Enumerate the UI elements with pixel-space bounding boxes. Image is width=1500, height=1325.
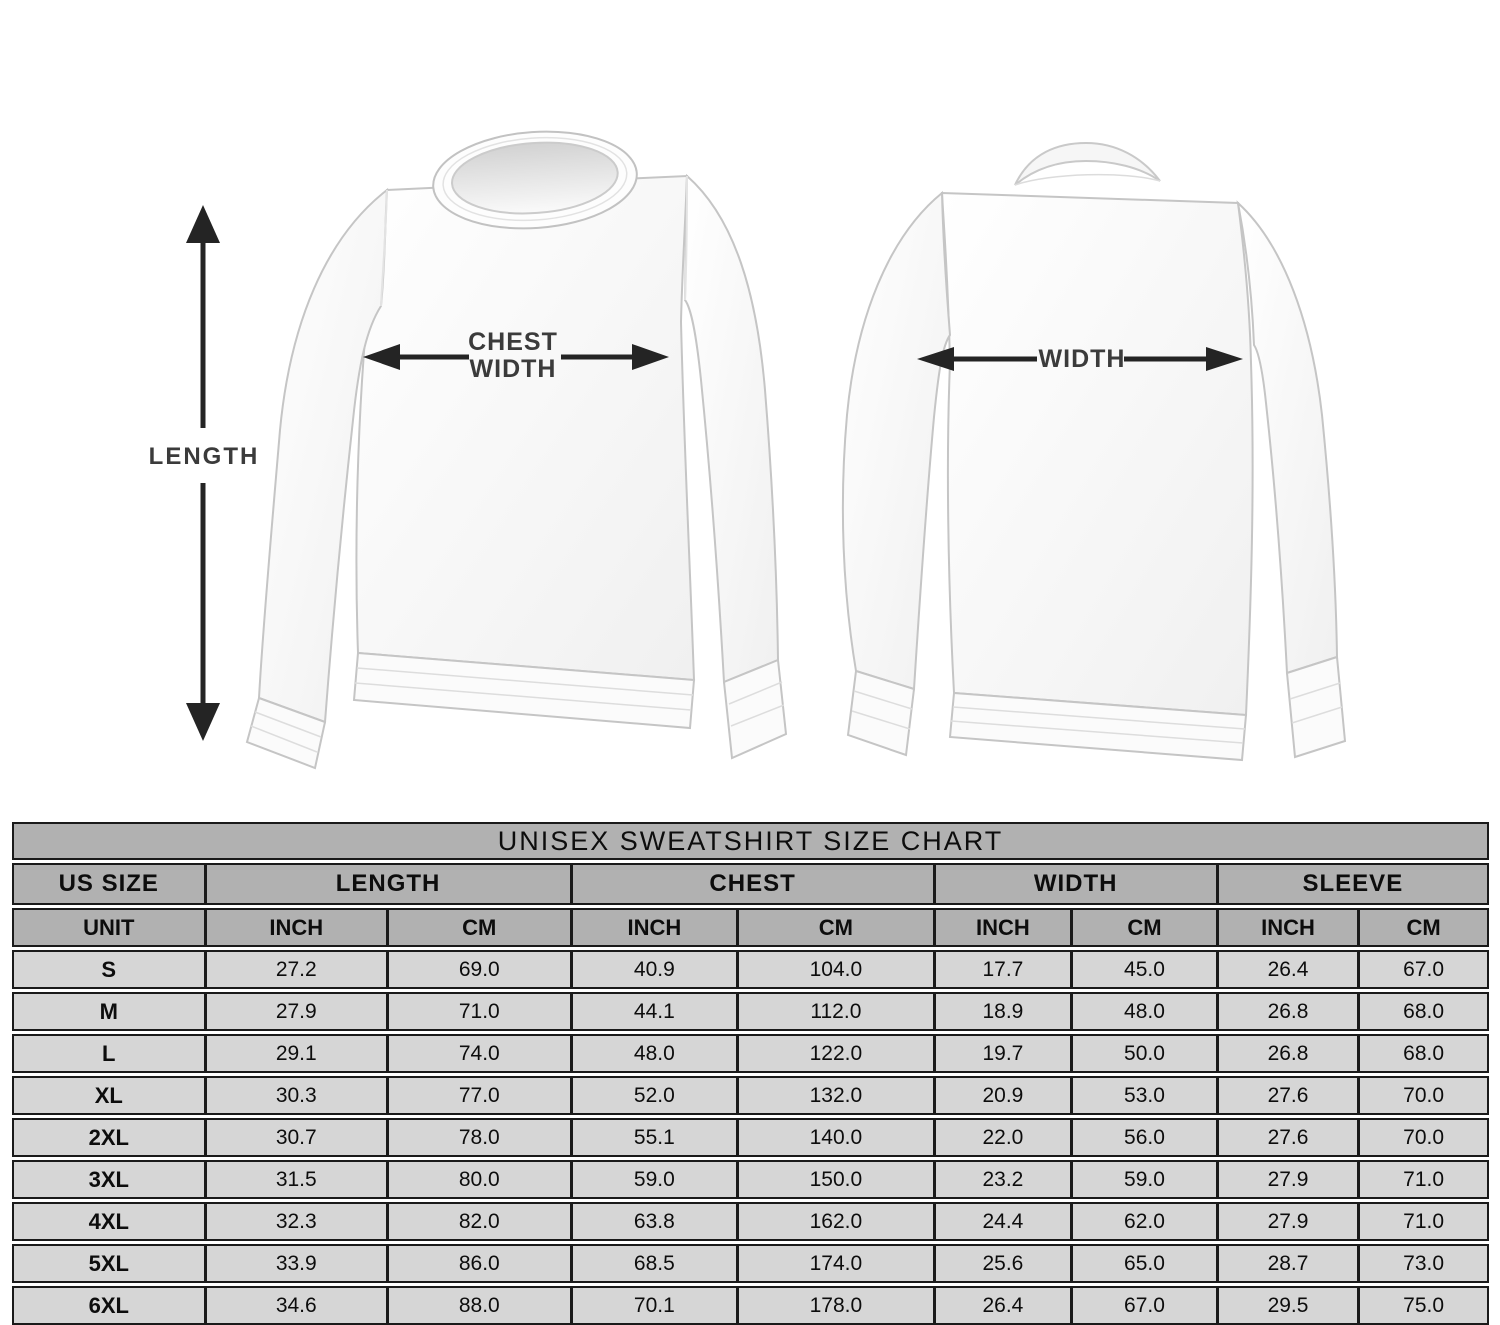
value-cell: 59.0 (573, 1162, 740, 1197)
value-cell: 80.0 (389, 1162, 573, 1197)
value-cell: 70.0 (1403, 1083, 1445, 1107)
value-cell: 104.0 (739, 952, 935, 987)
value-cell: 23.2 (936, 1162, 1074, 1197)
length-arrowhead-bottom (186, 703, 220, 741)
value-cell: 45.0 (1073, 952, 1219, 987)
size-cell: 4XL (14, 1204, 207, 1239)
value-cell: 44.1 (573, 994, 740, 1029)
value-cell: 25.6 (936, 1246, 1074, 1281)
value-cell: 86.0 (389, 1246, 573, 1281)
back-collar-seam (1015, 175, 1160, 185)
value-cell: 26.4 (1219, 952, 1361, 987)
value-cell: 53.0 (1073, 1078, 1219, 1113)
table-row (12, 1160, 1489, 1199)
value-cell: 140.0 (739, 1120, 935, 1155)
value-cell: 27.9 (207, 994, 390, 1029)
size-cell: M (14, 994, 207, 1029)
back-collar (1015, 143, 1160, 185)
value-cell: 18.9 (936, 994, 1074, 1029)
size-chart-table (12, 822, 1489, 1325)
value-cell: 48.0 (1073, 994, 1219, 1029)
value-cell: 150.0 (739, 1162, 935, 1197)
value-cell: 74.0 (389, 1036, 573, 1071)
table-row (12, 992, 1489, 1031)
value-cell: 28.7 (1219, 1246, 1361, 1281)
chest-width-label (424, 329, 602, 383)
value-cell: 17.7 (936, 952, 1074, 987)
value-cell: 22.0 (936, 1120, 1074, 1155)
value-cell: 174.0 (739, 1246, 935, 1281)
value-cell: 48.0 (573, 1036, 740, 1071)
value-cell: 82.0 (389, 1204, 573, 1239)
value-cell: 112.0 (739, 994, 935, 1029)
value-cell: 73.0 (1403, 1251, 1445, 1275)
col-group-us-size: US SIZE (14, 865, 207, 903)
value-cell: 27.6 (1219, 1120, 1361, 1155)
value-cell: 50.0 (1073, 1036, 1219, 1071)
value-cell: 26.4 (936, 1288, 1074, 1323)
back-width-arrowhead-right (1206, 347, 1243, 371)
value-cell: 88.0 (389, 1288, 573, 1323)
length-arrow (178, 205, 228, 741)
value-cell: 27.6 (1219, 1078, 1361, 1113)
size-table-body (12, 950, 1489, 1325)
chest-inch-header: INCH (573, 910, 740, 945)
value-cell: 27.9 (1219, 1204, 1361, 1239)
value-cell: 55.1 (573, 1120, 740, 1155)
value-cell: 67.0 (1403, 957, 1445, 981)
back-width-label: WIDTH (1038, 345, 1126, 373)
size-cell: 3XL (14, 1162, 207, 1197)
value-cell: 71.0 (1403, 1167, 1445, 1191)
size-cell: L (14, 1036, 207, 1071)
value-cell: 59.0 (1073, 1162, 1219, 1197)
table-row (12, 1034, 1489, 1073)
value-cell: 75.0 (1403, 1293, 1445, 1317)
value-cell: 178.0 (739, 1288, 935, 1323)
value-cell: 30.7 (207, 1120, 390, 1155)
col-group-sleeve: SLEEVE (1302, 870, 1404, 897)
width-inch-header: INCH (936, 910, 1074, 945)
table-group-header-row (12, 863, 1489, 905)
chest-arrowhead-right (632, 344, 669, 370)
back-left-sleeve (843, 193, 950, 689)
size-cell: 6XL (14, 1288, 207, 1323)
value-cell: 34.6 (207, 1288, 390, 1323)
size-cell: 5XL (14, 1246, 207, 1281)
value-cell: 70.0 (1403, 1125, 1445, 1149)
length-label: LENGTH (148, 443, 260, 470)
table-row (12, 1202, 1489, 1241)
table-unit-header-row (12, 908, 1489, 947)
front-sweatshirt-illustration (235, 70, 805, 770)
value-cell: 26.8 (1219, 994, 1361, 1029)
value-cell: 122.0 (739, 1036, 935, 1071)
table-row (12, 1286, 1489, 1325)
front-right-sleeve (685, 176, 778, 682)
col-group-width: WIDTH (936, 865, 1219, 903)
table-row (12, 1244, 1489, 1283)
table-row (12, 950, 1489, 989)
col-group-chest: CHEST (573, 865, 936, 903)
col-group-length: LENGTH (207, 865, 573, 903)
value-cell: 27.9 (1219, 1162, 1361, 1197)
table-row (12, 1118, 1489, 1157)
value-cell: 19.7 (936, 1036, 1074, 1071)
value-cell: 29.1 (207, 1036, 390, 1071)
value-cell: 30.3 (207, 1078, 390, 1113)
table-title: UNISEX SWEATSHIRT SIZE CHART (497, 825, 1004, 856)
value-cell: 29.5 (1219, 1288, 1361, 1323)
length-cm-header: CM (389, 910, 573, 945)
value-cell: 56.0 (1073, 1120, 1219, 1155)
value-cell: 162.0 (739, 1204, 935, 1239)
sleeve-inch-header: INCH (1219, 910, 1361, 945)
chest-cm-header: CM (739, 910, 935, 945)
value-cell: 132.0 (739, 1078, 935, 1113)
table-title-row (12, 822, 1489, 860)
value-cell: 24.4 (936, 1204, 1074, 1239)
value-cell: 65.0 (1073, 1246, 1219, 1281)
value-cell: 62.0 (1073, 1204, 1219, 1239)
value-cell: 68.0 (1403, 1041, 1445, 1065)
value-cell: 71.0 (389, 994, 573, 1029)
value-cell: 71.0 (1403, 1209, 1445, 1233)
back-sweatshirt-illustration (810, 115, 1355, 780)
value-cell: 20.9 (936, 1078, 1074, 1113)
sleeve-cm-header: CM (1406, 914, 1441, 940)
chest-width-label-line2: WIDTH (469, 355, 557, 383)
value-cell: 68.0 (1403, 999, 1445, 1023)
value-cell: 40.9 (573, 952, 740, 987)
size-cell: 2XL (14, 1120, 207, 1155)
size-cell: S (14, 952, 207, 987)
chest-width-label-line1: CHEST (468, 328, 558, 356)
length-inch-header: INCH (207, 910, 390, 945)
back-right-cuff (1287, 657, 1345, 757)
unit-header: UNIT (14, 910, 207, 945)
back-body (942, 193, 1253, 715)
value-cell: 26.8 (1219, 1036, 1361, 1071)
value-cell: 70.1 (573, 1288, 740, 1323)
value-cell: 33.9 (207, 1246, 390, 1281)
value-cell: 63.8 (573, 1204, 740, 1239)
value-cell: 27.2 (207, 952, 390, 987)
value-cell: 68.5 (573, 1246, 740, 1281)
table-row (12, 1076, 1489, 1115)
width-cm-header: CM (1073, 910, 1219, 945)
value-cell: 52.0 (573, 1078, 740, 1113)
value-cell: 77.0 (389, 1078, 573, 1113)
value-cell: 67.0 (1073, 1288, 1219, 1323)
value-cell: 78.0 (389, 1120, 573, 1155)
value-cell: 31.5 (207, 1162, 390, 1197)
size-cell: XL (14, 1078, 207, 1113)
value-cell: 69.0 (389, 952, 573, 987)
value-cell: 32.3 (207, 1204, 390, 1239)
front-body (356, 176, 694, 680)
